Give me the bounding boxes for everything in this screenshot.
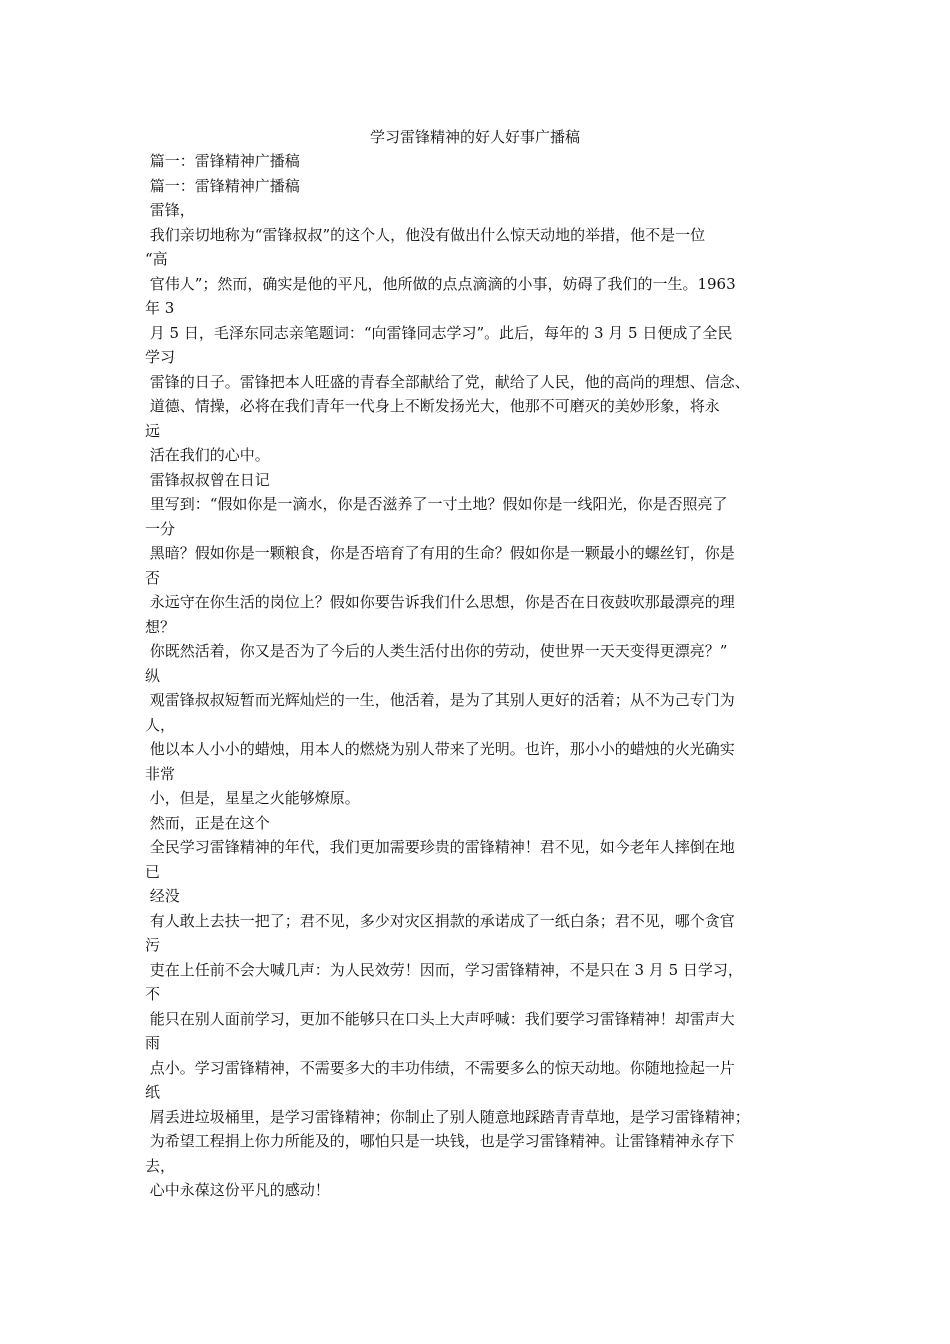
document-title: 学习雷锋精神的好人好事广播稿	[369, 128, 580, 146]
text-line: 活在我们的心中。	[145, 446, 270, 464]
text-line: 全民学习雷锋精神的年代，我们更加需要珍贵的雷锋精神！君不见，如今老年人摔倒在地	[145, 838, 735, 856]
text-line: 雷锋叔叔曾在日记	[145, 470, 270, 489]
text-line: 去，	[145, 1156, 176, 1175]
document-body	[145, 149, 815, 1203]
text-line: 你既然活着，你又是否为了今后的人类生活付出你的劳动，使世界一天天变得更漂亮？”	[145, 642, 728, 660]
text-line: 他以本人小小的蜡烛，用本人的燃烧为别人带来了光明。也许，那小小的蜡烛的火光确实	[145, 740, 735, 758]
text-line: 然而，正是在这个	[145, 813, 270, 832]
text-line: 已	[145, 862, 161, 881]
text-line: 想？	[145, 617, 176, 636]
text-line: 篇一：雷锋精神广播稿	[145, 152, 300, 170]
text-line: 污	[145, 936, 161, 954]
text-line: 点小。学习雷锋精神，不需要多大的丰功伟绩，不需要多么的惊天动地。你随地捡起一片	[145, 1058, 735, 1077]
text-line: “高	[145, 250, 168, 268]
text-line: 非常	[145, 764, 176, 783]
text-line: 不	[145, 985, 161, 1003]
text-line: 雷锋的日子。雷锋把本人旺盛的青春全部献给了党，献给了人民，他的高尚的理想、信念、	[145, 372, 750, 391]
text-line: 学习	[145, 348, 176, 366]
text-line: 纵	[145, 666, 161, 685]
text-line: 官伟人”；然而，确实是他的平凡，他所做的点点滴滴的小事，妨碍了我们的一生。1963	[145, 274, 736, 293]
text-line: 心中永葆这份平凡的感动！	[145, 1181, 330, 1199]
text-line: 吏在上任前不会大喊几声：为人民效劳！因而，学习雷锋精神，不是只在 3 月 5 日学习，	[145, 960, 743, 979]
text-line: 屑丢进垃圾桶里，是学习雷锋精神；你制止了别人随意地踩踏青青草地，是学习雷锋精神；	[145, 1107, 750, 1126]
text-line: 篇一：雷锋精神广播稿	[145, 176, 300, 195]
text-line: 否	[145, 568, 161, 587]
text-line: 雨	[145, 1034, 161, 1052]
text-line: 我们亲切地称为“雷锋叔叔”的这个人，他没有做出什么惊天动地的举措，他不是一位	[145, 225, 706, 244]
text-line: 为希望工程捐上你力所能及的，哪怕只是一块钱，也是学习雷锋精神。让雷锋精神永存下	[145, 1132, 735, 1150]
text-line: 道德、情操，必将在我们青年一代身上不断发扬光大，他那不可磨灭的美妙形象，将永	[145, 397, 720, 415]
text-line: 年 3	[145, 299, 175, 317]
text-line: 能只在别人面前学习，更加不能够只在口头上大声呼喊：我们要学习雷锋精神！却雷声大	[145, 1009, 735, 1028]
text-line: 人，	[145, 715, 176, 734]
text-line: 黑暗？假如你是一颗粮食，你是否培育了有用的生命？假如你是一颗最小的螺丝钉，你是	[145, 544, 735, 562]
text-line: 永远守在你生活的岗位上？假如你要告诉我们什么思想，你是否在日夜鼓吹那最漂亮的理	[145, 593, 735, 611]
text-line: 里写到：“假如你是一滴水，你是否滋养了一寸土地？假如你是一线阳光，你是否照亮了	[145, 495, 728, 513]
text-line: 纸	[145, 1083, 161, 1101]
text-line: 月 5 日，毛泽东同志亲笔题词：“向雷锋同志学习”。此后，每年的 3 月 5 日便成了全民	[145, 323, 733, 342]
text-line: 观雷锋叔叔短暂而光辉灿烂的一生，他活着，是为了其别人更好的活着；从不为己专门为	[145, 691, 735, 709]
text-line: 雷锋，	[145, 201, 195, 219]
text-line: 远	[145, 421, 161, 440]
text-line: 经没	[145, 887, 180, 905]
text-line: 有人敢上去扶一把了；君不见，多少对灾区捐款的承诺成了一纸白条；君不见，哪个贪官	[145, 911, 735, 930]
text-line: 一分	[145, 519, 176, 538]
text-line: 小，但是，星星之火能够燎原。	[145, 789, 360, 807]
